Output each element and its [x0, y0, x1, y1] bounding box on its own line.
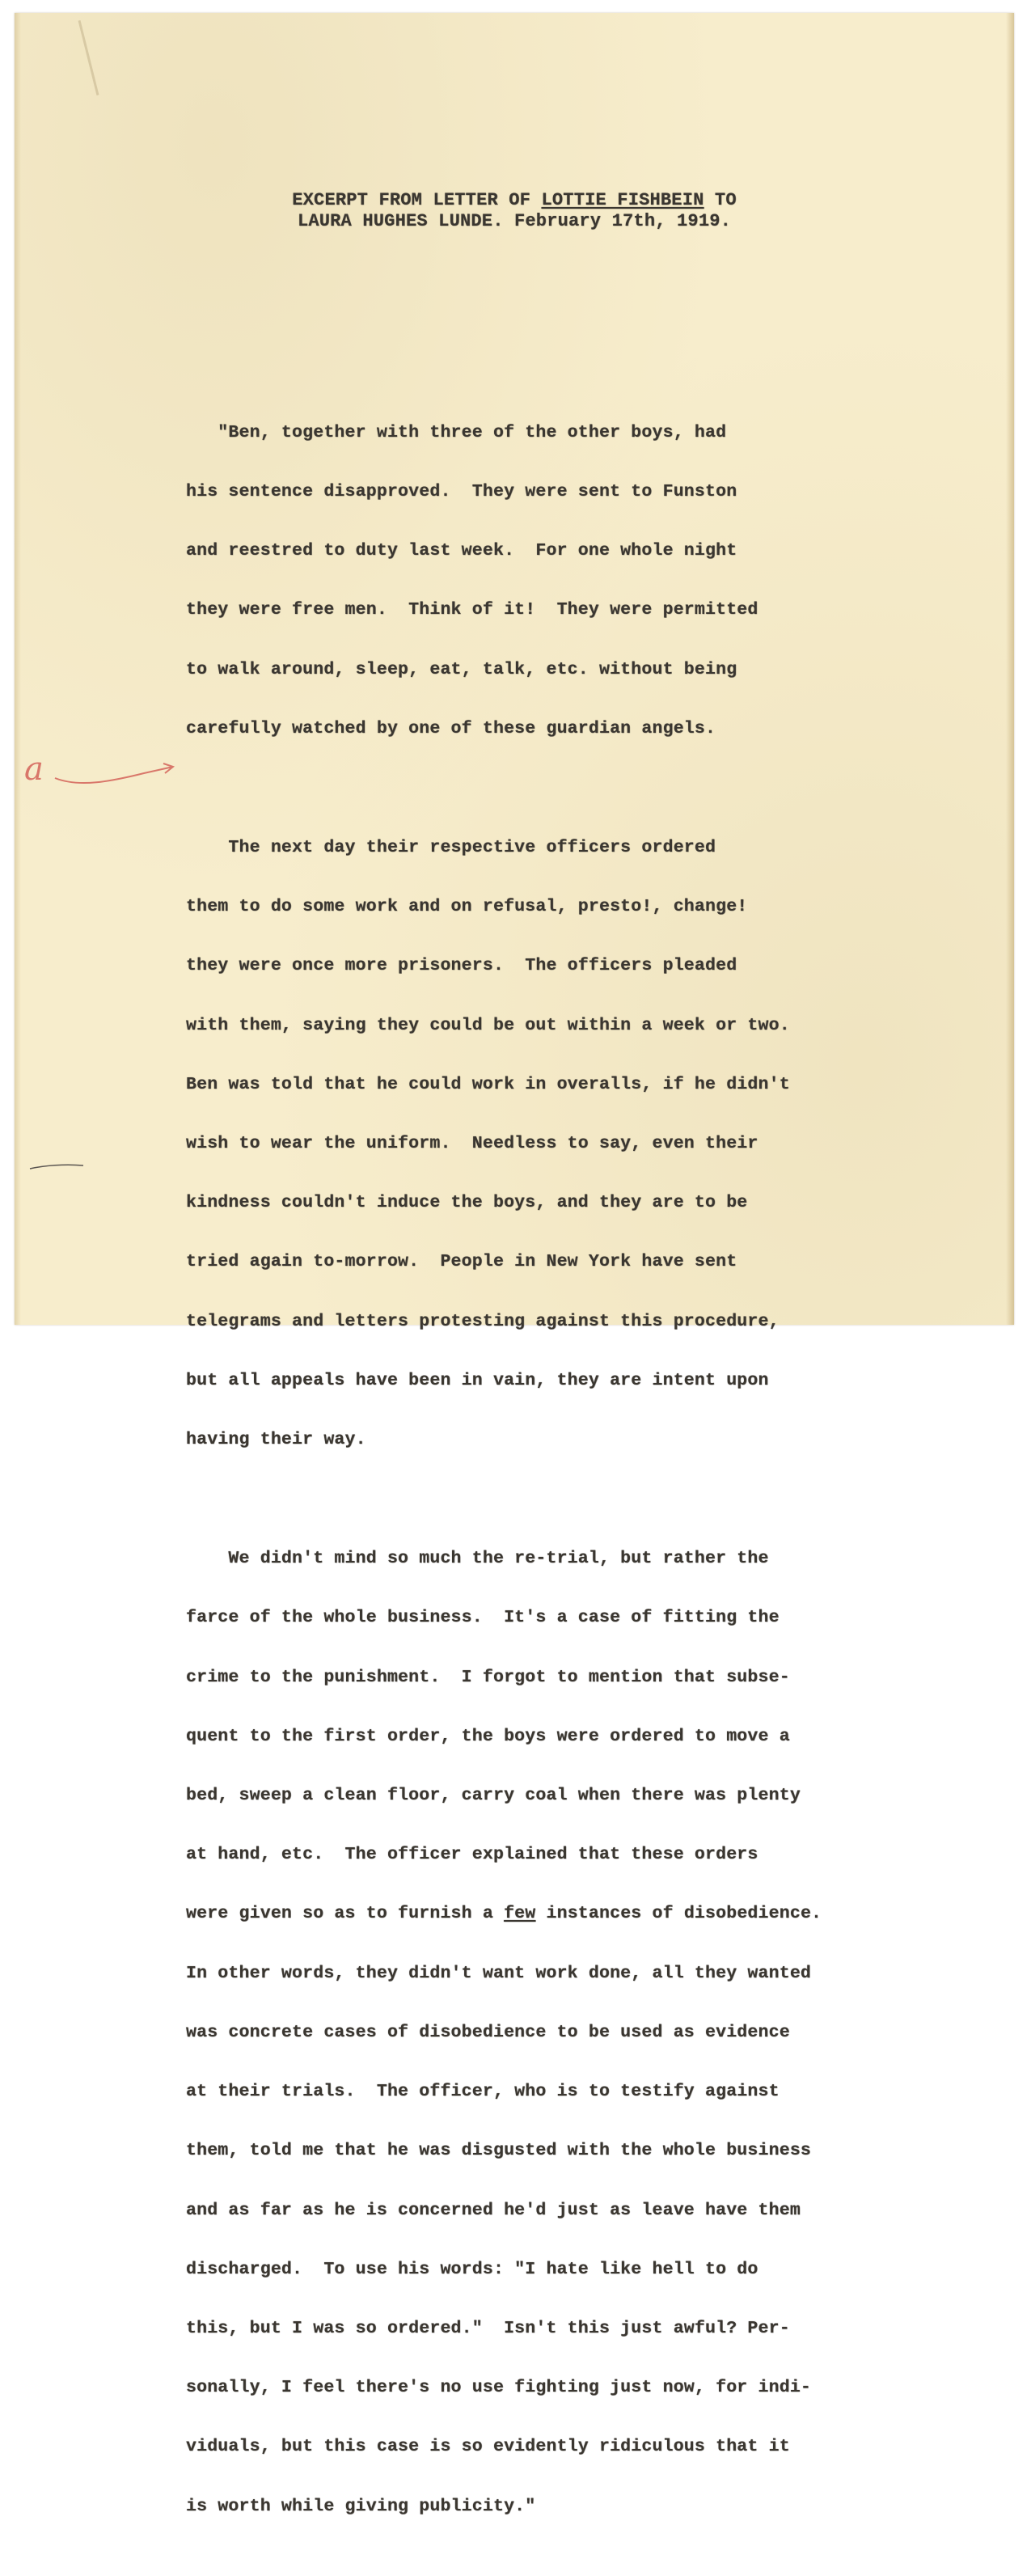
text-fragment: were given so as to furnish a — [186, 1904, 505, 1924]
text-line: was concrete cases of disobedience to be used as evidence — [186, 2022, 790, 2042]
text-line: carefully watched by one of these guardian angels. — [186, 718, 716, 738]
text-line: this, but I was so ordered." Isn't this just awful? Per- — [186, 2319, 790, 2338]
pencil-mark — [28, 1161, 85, 1172]
text-line: farce of the whole business. It's a case of fitting the — [186, 1608, 780, 1628]
text-line: at their trials. The officer, who is to testify against — [186, 2082, 780, 2102]
text-line: In other words, they didn't want work done, all they wanted — [186, 1963, 812, 1983]
text-line: kindness couldn't induce the boys, and they are to be — [186, 1193, 748, 1213]
document-page — [15, 13, 1014, 2516]
underlined-word-few: few — [504, 1904, 536, 1924]
text-line: they were once more prisoners. The officers pleaded — [186, 956, 737, 976]
margin-annotation-arrow — [23, 749, 176, 789]
heading-author-name: LOTTIE FISHBEIN — [541, 190, 704, 210]
text-line: and as far as he is concerned he'd just as leave have them — [186, 2200, 801, 2220]
arrow-shaft — [55, 767, 173, 783]
text-line: to walk around, sleep, eat, talk, etc. without being — [186, 659, 737, 679]
heading-text-after: TO — [704, 190, 737, 210]
text-line: is worth while giving publicity." — [186, 2496, 536, 2516]
document-heading-line-1 — [15, 189, 1014, 211]
text-line: tried again to-morrow. People in New York have sent — [186, 1252, 737, 1272]
text-line: them, told me that he was disgusted with the whole business — [186, 2141, 812, 2161]
text-line-with-emphasis — [186, 1904, 881, 1923]
text-line: sonally, I feel there's no use fighting just now, for indi- — [186, 2378, 812, 2398]
text-line: but all appeals have been in vain, they are intent upon — [186, 1370, 769, 1390]
text-line: quent to the first order, the boys were ordered to move a — [186, 1726, 790, 1746]
text-line: The next day their respective officers ordered — [186, 837, 716, 857]
margin-annotation-letter: a — [24, 751, 44, 788]
paragraph-1 — [186, 383, 881, 778]
text-line: viduals, but this case is so evidently ridiculous that it — [186, 2437, 790, 2457]
text-line: with them, saying they could be out within a week or two. — [186, 1015, 790, 1035]
paragraph-3 — [186, 1509, 881, 2556]
text-line: "Ben, together with three of the other boys, had — [186, 422, 727, 442]
heading-text-before: EXCERPT FROM LETTER OF — [292, 190, 542, 210]
letter-body — [186, 383, 881, 2576]
text-line: having their way. — [186, 1430, 366, 1450]
text-line: crime to the punishment. I forgot to mention that subse- — [186, 1667, 790, 1687]
text-line: them to do some work and on refusal, presto!, change! — [186, 897, 748, 917]
paragraph-2 — [186, 798, 881, 1489]
paper-crease — [78, 20, 99, 95]
text-line: discharged. To use his words: "I hate like hell to do — [186, 2259, 758, 2279]
document-heading-line-2: LAURA HUGHES LUNDE. February 17th, 1919. — [297, 211, 732, 231]
text-line: at hand, etc. The officer explained that these orders — [186, 1845, 758, 1865]
text-line: bed, sweep a clean floor, carry coal when there was plenty — [186, 1786, 801, 1806]
text-fragment: instances of disobedience. — [535, 1904, 822, 1924]
text-line: and reestred to duty last week. For one whole night — [186, 541, 737, 561]
text-line: telegrams and letters protesting against this procedure, — [186, 1311, 780, 1331]
text-line: Ben was told that he could work in overalls, if he didn't — [186, 1074, 790, 1094]
text-line: his sentence disapproved. They were sent to Funston — [186, 482, 737, 502]
text-line: wish to wear the uniform. Needless to say, even their — [186, 1134, 758, 1154]
text-line: they were free men. Think of it! They were permitted — [186, 600, 758, 620]
text-line: We didn't mind so much the re-trial, but rather the — [186, 1549, 769, 1569]
